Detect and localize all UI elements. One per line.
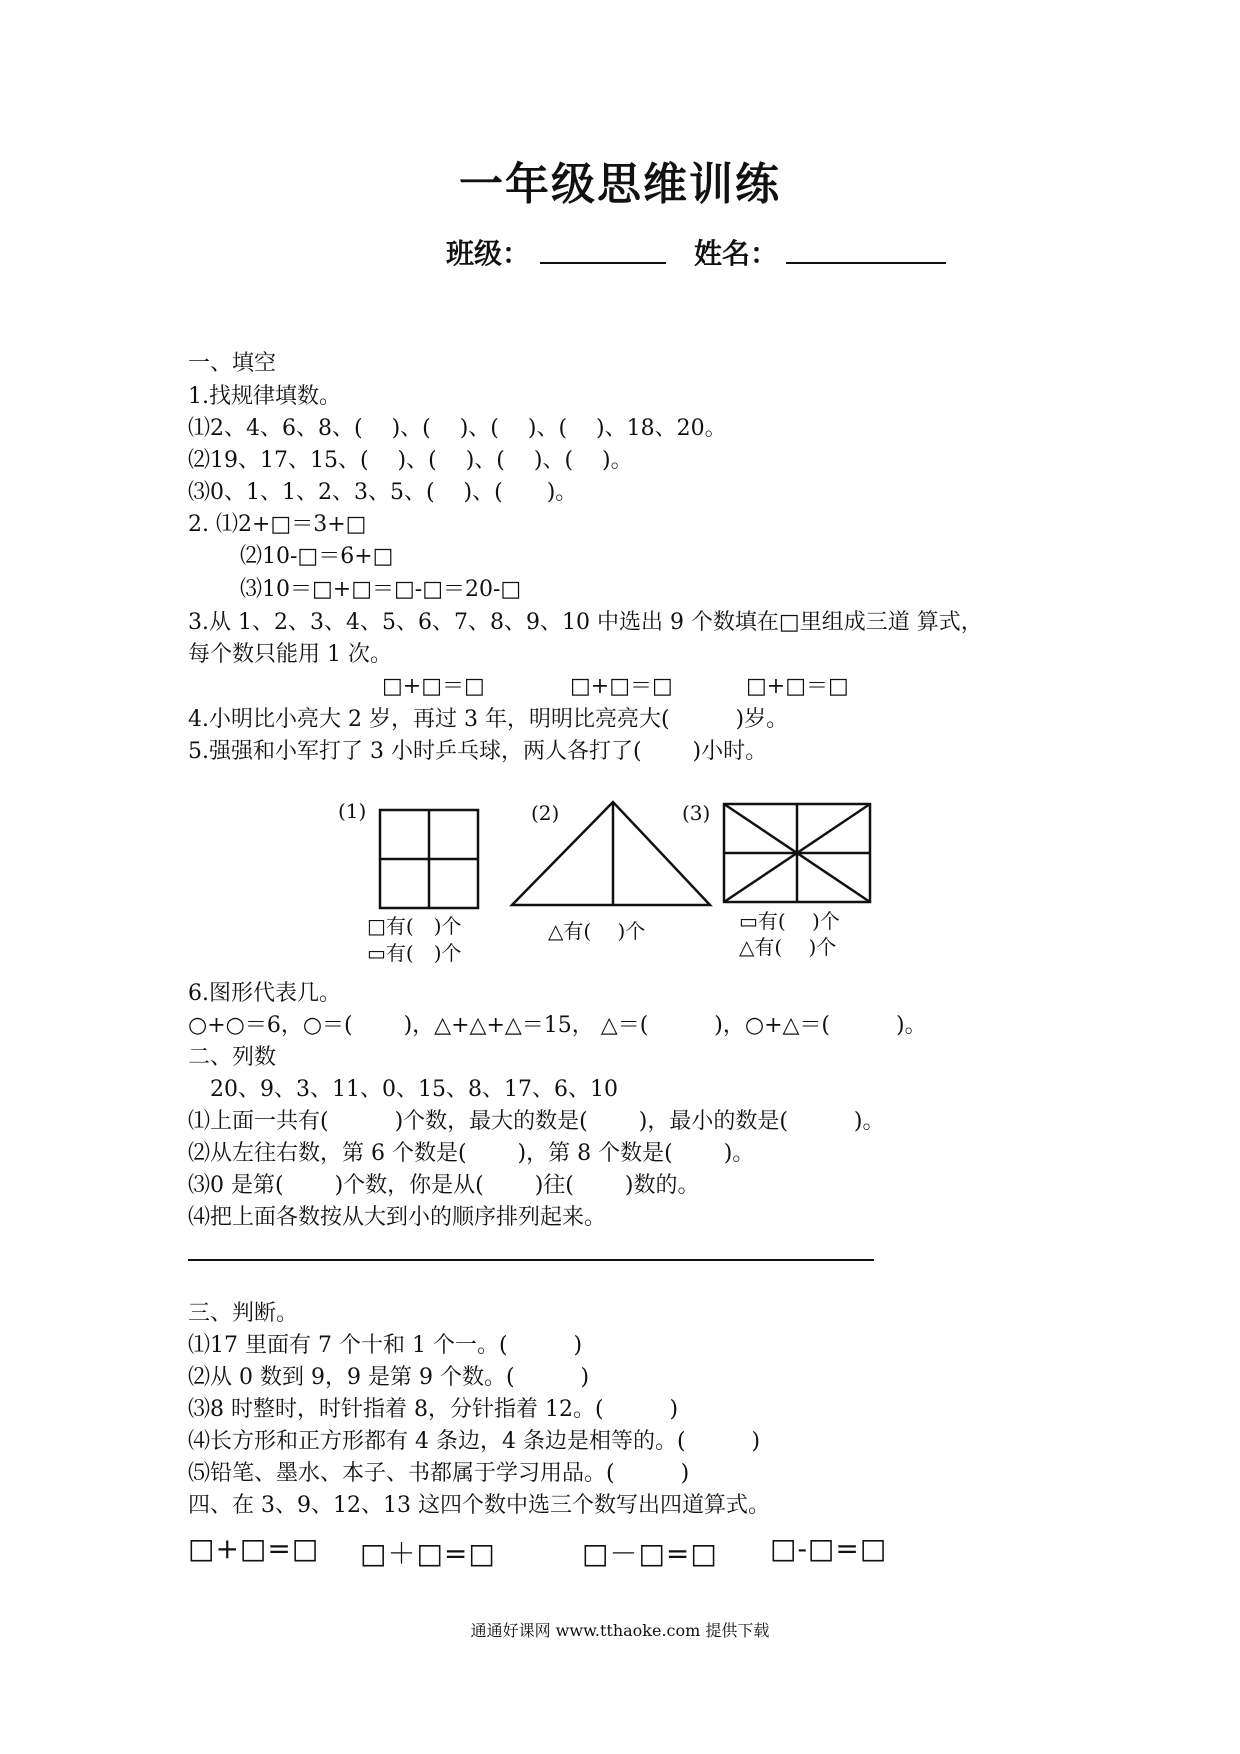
class-label: 班级： (446, 237, 531, 270)
name-label: 姓名： (694, 237, 779, 270)
s2-item: ⑷把上面各数按从大到小的顺序排列起来。 (188, 1205, 607, 1230)
s4-equation: □+□=□ (188, 1532, 320, 1565)
q3-equation: □+□＝□ (746, 674, 849, 699)
q3-line: 每个数只能用 1 次。 (188, 642, 392, 667)
q1-item: ⑴2、4、6、8、( )、( )、( )、( )、18、20。 (188, 416, 727, 441)
s3-item: ⑶8 时整时，时针指着 8，分针指着 12。( ) (188, 1397, 679, 1422)
figure-label: (2) (531, 801, 560, 825)
section4-heading: 四、在 3、9、12、13 这四个数中选三个数写出四道算式。 (188, 1493, 770, 1518)
figure-label: (1) (338, 799, 367, 823)
q5: 5.强强和小军打了 3 小时乒乓球，两人各打了( )小时。 (188, 739, 768, 764)
section2-heading: 二、列数 (188, 1045, 277, 1070)
fig2-caption: △有( )个 (548, 919, 646, 943)
fig3-caption: ▭有( )个 (739, 909, 840, 933)
s2-item: ⑶0 是第( )个数，你是从( )往( )数的。 (188, 1173, 700, 1198)
name-blank[interactable] (786, 262, 946, 264)
q1-item: ⑵19、17、15、( )、( )、( )、( )。 (188, 448, 633, 473)
section3-heading: 三、判断。 (188, 1301, 299, 1326)
q3-equation: □+□＝□ (382, 674, 485, 699)
q2-item: ⑵10-□＝6+□ (240, 544, 394, 569)
number-list: 20、9、3、11、0、15、8、17、6、10 (210, 1077, 618, 1102)
q1-item: ⑶0、1、1、2、3、5、( )、( )。 (188, 480, 578, 505)
q2-item: 2. ⑴2+□＝3+□ (188, 512, 367, 537)
q2-item: ⑶10＝□+□＝□-□＝20-□ (240, 577, 522, 602)
footer-credit: 通通好课网 www.tthaoke.com 提供下载 (470, 1621, 770, 1640)
s4-equation: □－□=□ (582, 1537, 718, 1570)
section1-heading: 一、填空 (188, 351, 277, 376)
q3-equation: □+□＝□ (570, 674, 673, 699)
q4: 4.小明比小亮大 2 岁，再过 3 年，明明比亮亮大( )岁。 (188, 707, 789, 732)
s2-item: ⑵从左往右数，第 6 个数是( )，第 8 个数是( )。 (188, 1141, 755, 1166)
fig3-caption: △有( )个 (739, 935, 837, 959)
figure-label: (3) (682, 801, 711, 825)
fig1-caption: □有( )个 (367, 914, 462, 938)
q3-line: 3.从 1、2、3、4、5、6、7、8、9、10 中选出 9 个数填在□里组成三道 算式， (188, 610, 983, 635)
page-title: 一年级思维训练 (459, 159, 781, 210)
fig1-caption: ▭有( )个 (367, 941, 462, 965)
s4-equation: □-□=□ (770, 1532, 888, 1565)
s3-item: ⑵从 0 数到 9，9 是第 9 个数。( ) (188, 1365, 590, 1390)
q6-title: 6.图形代表几。 (188, 981, 341, 1006)
s3-item: ⑷长方形和正方形都有 4 条边，4 条边是相等的。( ) (188, 1429, 761, 1454)
s3-item: ⑴17 里面有 7 个十和 1 个一。( ) (188, 1333, 583, 1358)
class-blank[interactable] (540, 262, 666, 264)
figure-rectangle-star (724, 804, 870, 902)
answer-line[interactable] (188, 1259, 874, 1261)
s3-item: ⑸铅笔、墨水、本子、书都属于学习用品。( ) (188, 1461, 690, 1486)
q6-line: ○+○＝6，○＝( )，△+△+△＝15， △＝( )，○+△＝( )。 (188, 1013, 927, 1038)
q1-title: 1.找规律填数。 (188, 384, 341, 409)
figure-square-grid (380, 810, 478, 908)
figures-diagram (0, 790, 1240, 970)
s2-item: ⑴上面一共有( )个数，最大的数是( )，最小的数是( )。 (188, 1109, 885, 1134)
s4-equation: □＋□=□ (360, 1537, 496, 1570)
